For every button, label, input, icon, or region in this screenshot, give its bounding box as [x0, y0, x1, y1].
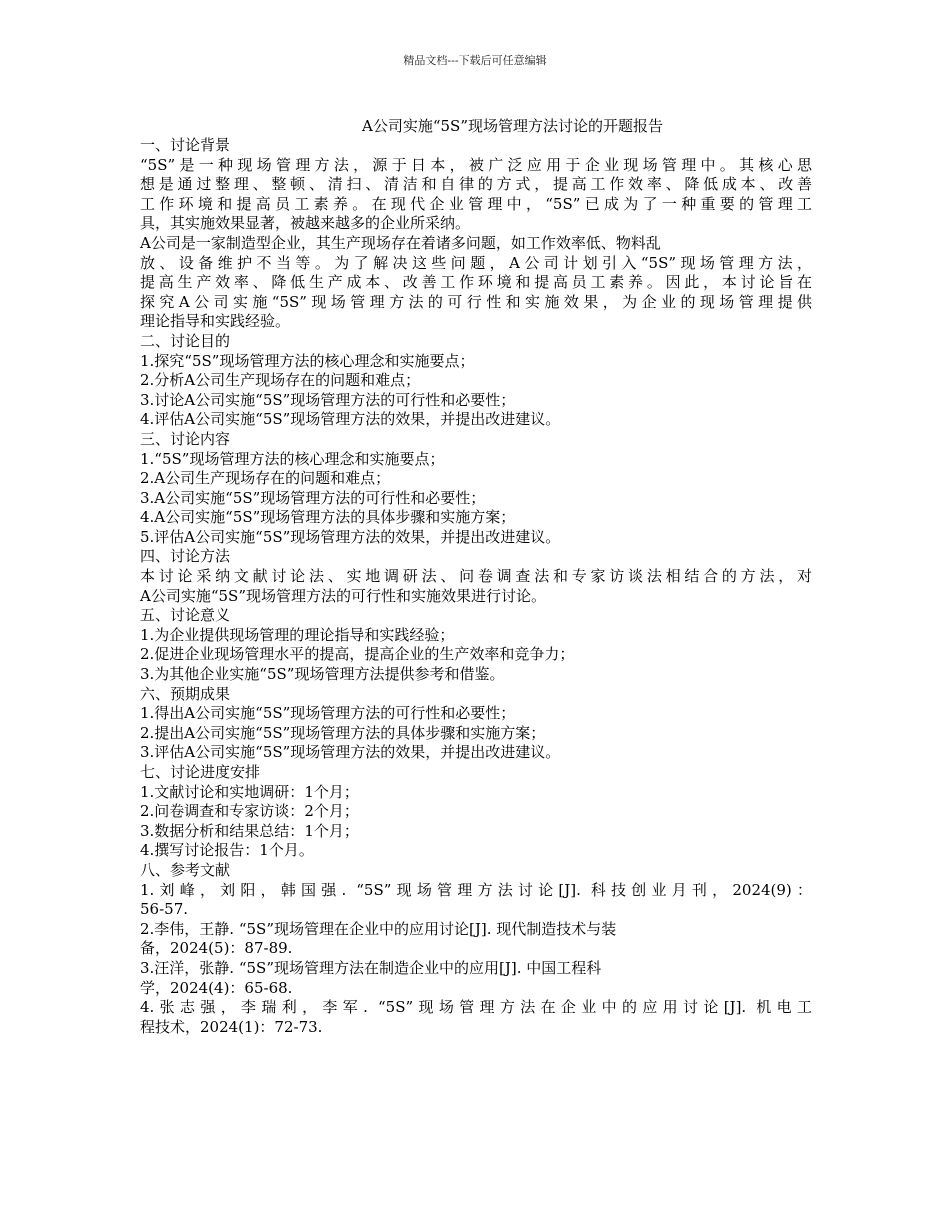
text-line: A公司是一家制造型企业，其生产现场存在着诸多问题，如工作效率低、物料乱 — [140, 233, 661, 252]
text-line: 1.为企业提供现场管理的理论指导和实践经验； — [140, 625, 455, 644]
text-line: 1.得出A公司实施“5S”现场管理方法的可行性和必要性； — [140, 704, 516, 723]
text-line: 4.撰写讨论报告：1个月。 — [140, 841, 314, 860]
text-line: 56-57. — [140, 900, 189, 919]
text-line: 3.评估A公司实施“5S”现场管理方法的效果，并提出改进建议。 — [140, 743, 561, 762]
text-line: 2.促进企业现场管理水平的提高，提高企业的生产效率和竞争力； — [140, 645, 575, 664]
text-line: 理论指导和实践经验。 — [140, 312, 291, 331]
text-line: 2.提出A公司实施“5S”现场管理方法的具体步骤和实施方案； — [140, 723, 546, 742]
section-heading: 四、讨论方法 — [140, 547, 231, 566]
text-line: 4.张志强，李瑞利，李军. “5S”现场管理方法在企业中的应用讨论[J]. 机电工 — [140, 998, 812, 1017]
section-heading: 五、讨论意义 — [140, 606, 231, 625]
text-line: 工作环境和提高员工素养。在现代企业管理中，“5S”已成为了一种重要的管理工 — [140, 194, 812, 213]
text-line: 程技术，2024(1)：72-73. — [140, 1017, 323, 1036]
text-line: 3.数据分析和结果总结：1个月； — [140, 821, 359, 840]
text-line: 3.汪洋，张静. “5S”现场管理方法在制造企业中的应用[J]. 中国工程科 — [140, 958, 602, 977]
text-line: 提高生产效率、降低生产成本、改善工作环境和提高员工素养。因此，本讨论旨在 — [140, 273, 812, 292]
document-body — [140, 136, 812, 1037]
text-line: 1.“5S”现场管理方法的核心理念和实施要点； — [140, 449, 445, 468]
section-heading: 七、讨论进度安排 — [140, 763, 261, 781]
text-line: 3.为其他企业实施“5S”现场管理方法提供参考和借鉴。 — [140, 665, 505, 684]
text-line: 1.探究“5S”现场管理方法的核心理念和实施要点； — [140, 351, 475, 370]
text-line: 备，2024(5)：87-89. — [140, 939, 293, 958]
text-line: 想是通过整理、整顿、清扫、清洁和自律的方式，提高工作效率、降低成本、改善 — [140, 175, 812, 194]
text-line: 2.李伟，王静. “5S”现场管理在企业中的应用讨论[J]. 现代制造技术与装 — [140, 919, 617, 938]
section-heading: 八、参考文献 — [140, 860, 231, 879]
text-line: 4.评估A公司实施“5S”现场管理方法的效果，并提出改进建议。 — [140, 410, 561, 429]
text-line: 本讨论采纳文献讨论法、实地调研法、问卷调查法和专家访谈法相结合的方法，对 — [140, 567, 812, 586]
text-line: 5.评估A公司实施“5S”现场管理方法的效果，并提出改进建议。 — [140, 527, 561, 546]
text-line: 2.分析A公司生产现场存在的问题和难点； — [140, 371, 421, 390]
section-heading: 二、讨论目的 — [140, 331, 231, 350]
text-line: 探究A公司实施“5S”现场管理方法的可行性和实施效果，为企业的现场管理提供 — [140, 292, 812, 311]
document-title: A公司实施“5S”现场管理方法讨论的开题报告 — [362, 117, 663, 135]
text-line: “5S”是一种现场管理方法，源于日本，被广泛应用于企业现场管理中。其核心思 — [140, 155, 812, 174]
section-heading: 一、讨论背景 — [140, 136, 231, 154]
header-note: 精品文档---下载后可任意编辑 — [403, 54, 547, 67]
text-line: 2.A公司生产现场存在的问题和难点； — [140, 469, 391, 488]
text-line: 1.文献讨论和实地调研：1个月； — [140, 782, 359, 801]
text-line: A公司实施“5S”现场管理方法的可行性和实施效果进行讨论。 — [140, 586, 546, 605]
text-line: 2.问卷调查和专家访谈：2个月； — [140, 802, 359, 821]
text-line: 3.讨论A公司实施“5S”现场管理方法的可行性和必要性； — [140, 390, 516, 409]
section-heading: 六、预期成果 — [140, 684, 231, 703]
text-line: 3.A公司实施“5S”现场管理方法的可行性和必要性； — [140, 488, 486, 507]
text-line: 学，2024(4)：65-68. — [140, 978, 293, 997]
text-line: 1.刘峰，刘阳，韩国强. “5S”现场管理方法讨论[J]. 科技创业月刊，2024(9)： — [140, 880, 812, 899]
text-line: 放、设备维护不当等。为了解决这些问题，A公司计划引入“5S”现场管理方法， — [140, 253, 812, 272]
text-line: 具，其实施效果显著，被越来越多的企业所采纳。 — [140, 214, 471, 233]
text-line: 4.A公司实施“5S”现场管理方法的具体步骤和实施方案； — [140, 508, 516, 527]
section-heading: 三、讨论内容 — [140, 429, 231, 448]
